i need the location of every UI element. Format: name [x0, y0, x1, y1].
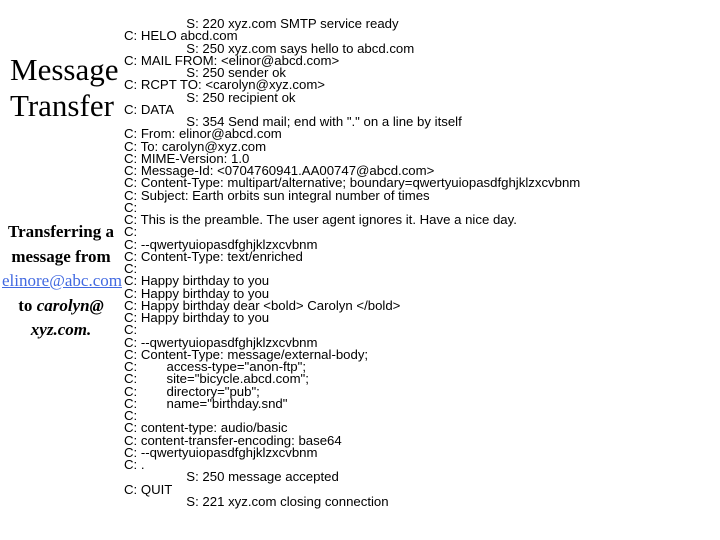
- transcript-line: C: DATA: [124, 101, 175, 117]
- slide-title-line2: Transfer: [10, 88, 114, 123]
- transcript-line: C: Content-Type: multipart/alternative; boundary=qwertyuiopasdfghjklzxcvbnm: [124, 175, 581, 191]
- transcript-line: S: 250 sender ok: [124, 65, 286, 80]
- transcript-line: S: 250 recipient ok: [124, 89, 296, 105]
- transcript-line: C:: [124, 224, 138, 240]
- transcript-line: C: --qwertyuiopasdfghjklzxcvbnm: [124, 334, 318, 350]
- transcript-line: C:: [124, 261, 138, 276]
- transcript-line: C: site="bicycle.abcd.com";: [124, 371, 309, 387]
- transcript-line: C:: [124, 199, 138, 215]
- transcript-line: C: name="birthday.snd": [124, 395, 288, 411]
- slide-title-line1: Message: [10, 52, 119, 87]
- transcript-line: C: HELO abcd.com: [124, 28, 238, 44]
- transcript-line: C: RCPT TO: <carolyn@xyz.com>: [124, 77, 325, 93]
- transcript-line: C: QUIT: [124, 481, 173, 497]
- transcript-line: C: To: carolyn@xyz.com: [124, 138, 267, 154]
- slide-caption: [2, 220, 120, 343]
- transcript-line: C:: [124, 322, 138, 338]
- email-link[interactable]: elinore@abc.com: [2, 271, 122, 290]
- caption-recipient: carolyn@ xyz.com.: [30, 295, 104, 339]
- transcript-line: C: Content-Type: text/enriched: [124, 248, 303, 264]
- smtp-transcript: [124, 18, 720, 528]
- transcript-line: C: access-type="anon-ftp";: [124, 359, 306, 374]
- transcript-line: C: MAIL FROM: <elinor@abcd.com>: [124, 52, 340, 68]
- transcript-line: C: --qwertyuiopasdfghjklzxcvbnm: [124, 444, 318, 460]
- transcript-line: C: This is the preamble. The user agent ignores it. Have a nice day.: [124, 212, 517, 227]
- transcript-line: C: directory="pub";: [124, 383, 260, 399]
- transcript-line: C: MIME-Version: 1.0: [124, 150, 250, 166]
- transcript-line: C: Happy birthday to you: [124, 285, 270, 301]
- transcript-line: C: --qwertyuiopasdfghjklzxcvbnm: [124, 236, 318, 252]
- transcript-line: S: 250 xyz.com says hello to abcd.com: [124, 40, 415, 56]
- transcript-line: C: Happy birthday dear <bold> Carolyn </bold>: [124, 297, 401, 313]
- transcript-line: C: Happy birthday to you: [124, 273, 270, 289]
- transcript-line: C: content-transfer-encoding: base64: [124, 432, 342, 448]
- transcript-line: C: Happy birthday to you: [124, 310, 270, 325]
- caption-text: Transferring a message from: [8, 222, 114, 266]
- transcript-line: C: From: elinor@abcd.com: [124, 126, 282, 142]
- transcript-line: C:: [124, 408, 138, 423]
- transcript-line: S: 220 xyz.com SMTP service ready: [124, 18, 399, 31]
- transcript-line: C: Message-Id: <0704760941.AA00747@abcd.com>: [124, 163, 435, 178]
- transcript-line: S: 221 xyz.com closing connection: [124, 493, 389, 509]
- transcript-line: C: Content-Type: message/external-body;: [124, 346, 369, 362]
- slide-title: [10, 52, 118, 124]
- transcript-line: C: .: [124, 457, 145, 472]
- caption-to: to: [18, 295, 33, 315]
- transcript-line: C: content-type: audio/basic: [124, 420, 288, 436]
- transcript-line: S: 250 message accepted: [124, 469, 339, 485]
- transcript-line: S: 354 Send mail; end with "." on a line by itself: [124, 114, 462, 129]
- transcript-line: C: Subject: Earth orbits sun integral number of times: [124, 187, 430, 203]
